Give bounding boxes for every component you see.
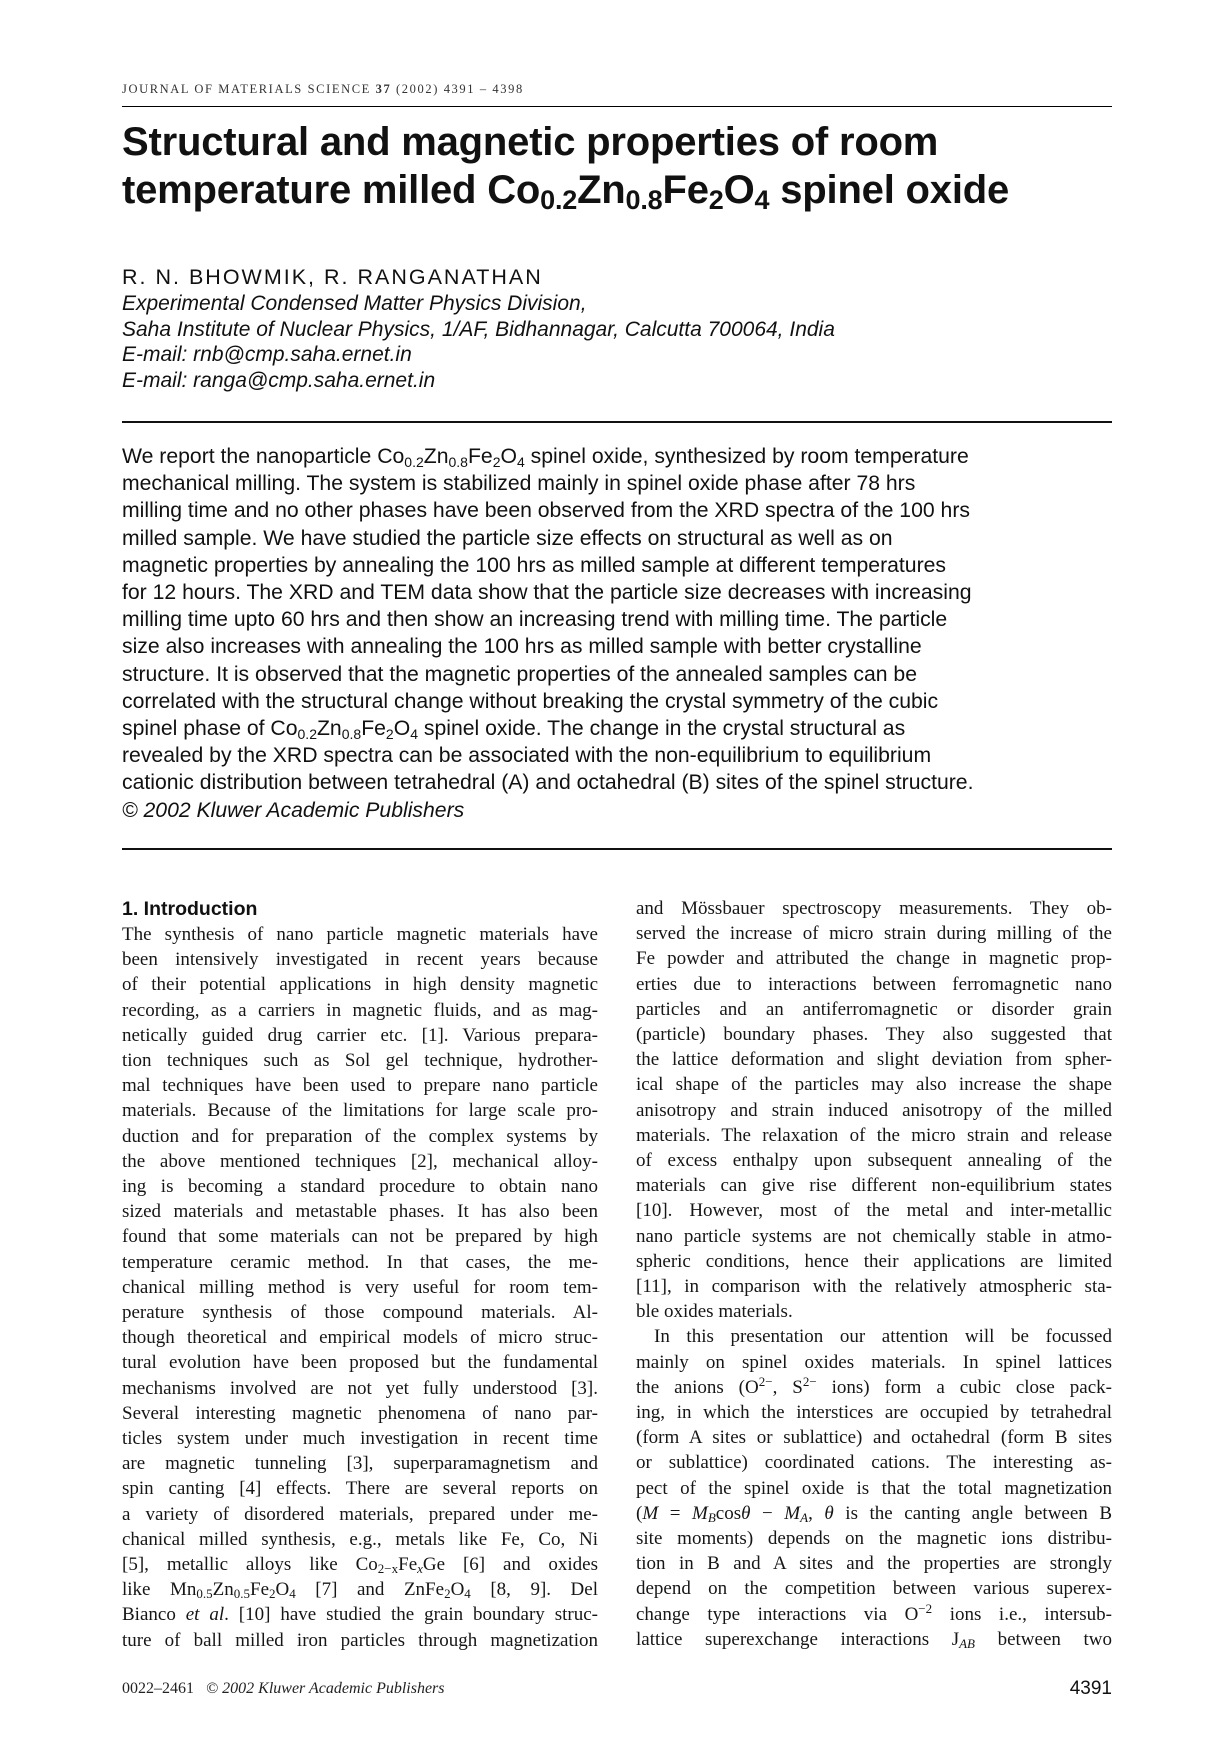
abstract-line: correlated with the structural change without breaking the crystal symmetry of the cubic: [122, 689, 939, 713]
abstract-line: We report the nanoparticle $Co_{0.2}Zn_{0.8}Fe_2O_4$ spinel oxide, synthesized by room temperature: [122, 445, 969, 470]
body-line: erties due to interactions between ferromagnetic nano: [636, 973, 1112, 995]
body-line: mechanisms involved are not yet fully understood [3].: [122, 1377, 598, 1399]
body-line: chanical milling method is very useful for room tem-: [122, 1276, 598, 1298]
abstract-line: spinel phase of $Co_{0.2}Zn_{0.8}Fe_2O_4$ spinel oxide. The change in the crystal structural as: [122, 717, 906, 743]
abstract-line: milling time upto 60 hrs and then show an increasing trend with milling time. The particle: [122, 608, 948, 632]
body-line: ing is becoming a standard procedure to obtain nano: [122, 1176, 598, 1198]
body-line: recording, as a carriers in magnetic fluids, and as mag-: [122, 999, 598, 1021]
body-line: tion in B and A sites and the properties are strongly: [636, 1553, 1112, 1575]
journal-volume: 37: [375, 82, 392, 96]
body-line: particles and an antiferromagnetic or disorder grain: [636, 998, 1112, 1020]
body-line: the lattice deformation and slight deviation from spher-: [636, 1049, 1112, 1071]
abstract-line: milled sample. We have studied the particle size effects on structural as well as on: [122, 526, 893, 550]
body-line: materials. Because of the limitations for large scale pro-: [122, 1100, 598, 1122]
abstract-line: for 12 hours. The XRD and TEM data show that the particle size decreases with increasing: [122, 581, 972, 605]
body-line: change type interactions via $O^{-2}$ ions i.e., intersub-: [636, 1600, 1112, 1625]
body-line: temperature ceramic method. In that cases, the me-: [122, 1251, 598, 1273]
title-line-2: temperature milled $Co_{0.2}Zn_{0.8}Fe_2O_4$ spinel oxide: [122, 168, 1010, 215]
body-line: of excess enthalpy upon subsequent annealing of the: [636, 1150, 1112, 1172]
body-line: or sublattice) coordinated cations. The interesting as-: [636, 1452, 1112, 1474]
body-line: ture of ball milled iron particles through magnetization: [122, 1629, 598, 1651]
body-line: The synthesis of nano particle magnetic materials have: [122, 924, 598, 945]
footer-issn: 0022–2461: [122, 1680, 194, 1697]
body-line: [11], in comparison with the relatively atmospheric sta-: [636, 1276, 1112, 1298]
abstract-line: cationic distribution between tetrahedral (A) and octahedral (B) sites of the spinel structure.: [122, 771, 974, 795]
body-line: chanical milled synthesis, e.g., metals like Fe, Co, Ni: [122, 1528, 598, 1550]
body-line: [10]. However, most of the metal and inter-metallic: [636, 1200, 1112, 1222]
abstract-line: structure. It is observed that the magnetic properties of the annealed samples can be: [122, 662, 917, 686]
body-line: tion techniques such as Sol gel technique, hydrother-: [122, 1050, 598, 1072]
body-line: the above mentioned techniques [2], mechanical alloy-: [122, 1150, 598, 1172]
body-line: sized materials and metastable phases. It has also been: [122, 1201, 598, 1223]
body-line: site moments) depends on the magnetic ions distribu-: [636, 1528, 1112, 1550]
body-line: nano particle systems are not chemically stable in atmo-: [636, 1225, 1112, 1247]
body-line: like $Mn_{0.5}Zn_{0.5}Fe_2O_4$ [7] and $ZnFe_2O_4$ [8, 9]. Del: [122, 1579, 598, 1602]
body-line: perature synthesis of those compound materials. Al-: [122, 1302, 598, 1324]
body-line: a variety of disordered materials, prepared under me-: [122, 1503, 598, 1525]
body-line: been intensively investigated in recent years because: [122, 949, 598, 971]
body-line: mainly on spinel oxides materials. In spinel lattices: [636, 1351, 1112, 1373]
abstract: [122, 443, 1112, 824]
body-line: pect of the spinel oxide is that the total magnetization: [636, 1477, 1112, 1499]
body-line: mal techniques have been used to prepare nano particle: [122, 1075, 598, 1097]
footer-publisher: © 2002 Kluwer Academic Publishers: [206, 1680, 445, 1697]
affiliation-division: Experimental Condensed Matter Physics Division,: [122, 292, 587, 315]
body-line: Fe powder and attributed the change in magnetic prop-: [636, 948, 1112, 970]
body-line: spheric conditions, hence their applications are limited: [636, 1250, 1112, 1272]
abstract-line: mechanical milling. The system is stabilized mainly in spinel oxide phase after 78 hrs: [122, 472, 916, 496]
body-line: tural evolution have been proposed but the fundamental: [122, 1352, 598, 1374]
body-line: In this presentation our attention will be focussed: [654, 1326, 1112, 1348]
body-line: Bianco et al. [10] have studied the grain boundary struc-: [122, 1604, 598, 1626]
body-line: depend on the competition between various superex-: [636, 1578, 1112, 1600]
footer-issn-publisher: [122, 1680, 445, 1698]
abstract-line: magnetic properties by annealing the 100 hrs as milled sample at different temperatures: [122, 553, 947, 577]
body-line: Several interesting magnetic phenomena of nano par-: [122, 1402, 598, 1424]
affiliation-institute: Saha Institute of Nuclear Physics, 1/AF, Bidhannagar, Calcutta 700064, India: [122, 317, 835, 341]
body-line: are magnetic tunneling [3], superparamagnetism and: [122, 1453, 598, 1475]
paper-title: [122, 118, 1112, 214]
body-line: (particle) boundary phases. They also suggested that: [636, 1024, 1112, 1046]
body-line: (form A sites or sublattice) and octahedral (form B sites: [636, 1427, 1112, 1449]
journal-header: [122, 82, 1112, 97]
page-number: 4391: [1069, 1678, 1112, 1699]
body-line: anisotropy and strain induced anisotropy of the milled: [636, 1099, 1112, 1121]
email-author-2: E-mail: ranga@cmp.saha.ernet.in: [122, 368, 436, 392]
body-line: spin canting [4] effects. There are several reports on: [122, 1478, 598, 1500]
body-line: lattice superexchange interactions $J_{AB}$ between two: [636, 1628, 1112, 1651]
abstract-line: size also increases with annealing the 100 hrs as milled sample with better crystalline: [122, 635, 922, 659]
body-line: ticles system under much investigation in recent time: [122, 1428, 598, 1450]
abstract-line: milling time and no other phases have been observed from the XRD spectra of the 100 hrs: [122, 499, 970, 523]
header-rule: [122, 106, 1112, 107]
email-author-1: E-mail: rnb@cmp.saha.ernet.in: [122, 343, 412, 366]
body-line: ing, in which the interstices are occupied by tetrahedral: [636, 1402, 1112, 1424]
body-line: netically guided drug carrier etc. [1]. Various prepara-: [122, 1024, 598, 1046]
body-line: [5], metallic alloys like $Co_{2-x}Fe_xGe$ [6] and oxides: [122, 1554, 598, 1577]
body-line: though theoretical and empirical models of micro struc-: [122, 1327, 598, 1349]
body-line: and Mössbauer spectroscopy measurements. They ob-: [636, 898, 1112, 919]
body-line: materials. The relaxation of the micro strain and release: [636, 1124, 1112, 1146]
body-line: ($M = M_B\cos\theta - M_A$, θ is the canting angle between B: [636, 1502, 1113, 1525]
body-line: ical shape of the particles may also increase the shape: [636, 1074, 1112, 1096]
body-line: ble oxides materials.: [636, 1301, 793, 1323]
section-heading: 1. Introduction: [122, 898, 258, 920]
authors: R. N. BHOWMIK, R. RANGANATHAN: [122, 265, 543, 289]
body-line: materials can give rise different non-equilibrium states: [636, 1175, 1112, 1197]
journal-year-pages: (2002) 4391 – 4398: [396, 82, 524, 96]
body-line: the anions ($O^{2-}$, $S^{2-}$ ions) form a cubic close pack-: [636, 1373, 1112, 1398]
journal-name: JOURNAL OF MATERIALS SCIENCE: [122, 82, 371, 96]
body-line: duction and for preparation of the complex systems by: [122, 1125, 598, 1147]
abstract-line: revealed by the XRD spectra can be associated with the non-equilibrium to equilibrium: [122, 744, 932, 768]
affiliation: [122, 291, 1112, 393]
body-line: found that some materials can not be prepared by high: [122, 1226, 598, 1248]
abstract-copyright: © 2002 Kluwer Academic Publishers: [122, 798, 465, 822]
body-line: of their potential applications in high density magnetic: [122, 974, 598, 996]
left-column: [122, 896, 598, 1653]
body-line: served the increase of micro strain during milling of the: [636, 923, 1112, 945]
abstract-rule-top: [122, 421, 1112, 423]
abstract-rule-bottom: [122, 848, 1112, 850]
right-column: [636, 896, 1112, 1652]
title-line-1: Structural and magnetic properties of room: [122, 120, 939, 164]
